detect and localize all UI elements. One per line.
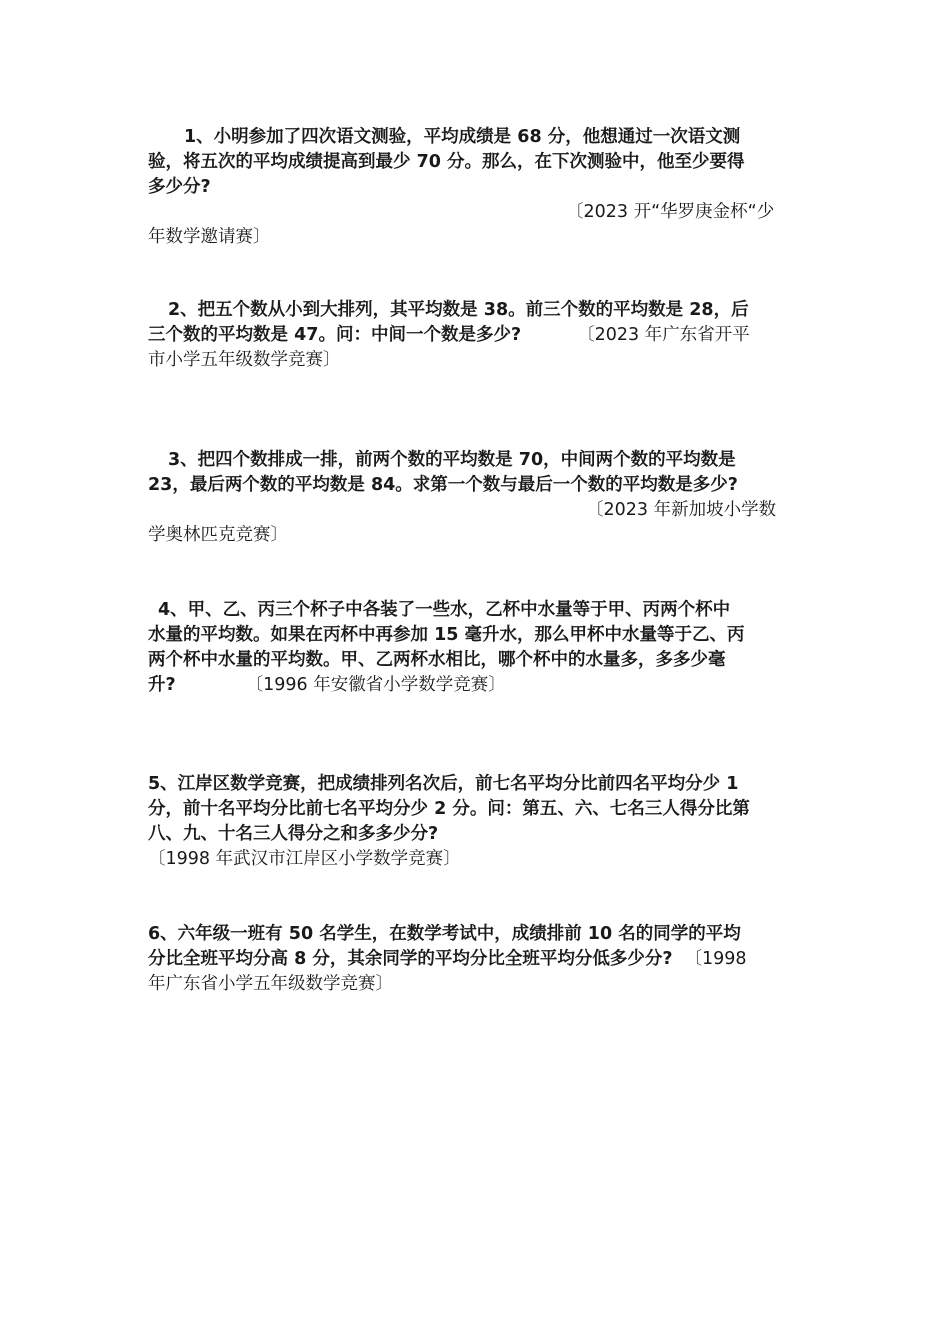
problem-6-source-2: 年广东省小学五年级数学竞赛〕 (148, 974, 393, 994)
problem-4-source-1: 〔1996 年安徽省小学数学竞赛〕 (245, 675, 506, 695)
problem-6-line-1: 6、六年级一班有 50 名学生，在数学考试中，成绩排前 10 名的同学的平均 (148, 924, 741, 944)
problem-4-line-2: 水量的平均数。如果在丙杯中再参加 15 毫升水，那么甲杯中水量等于乙、丙 (148, 625, 745, 645)
problem-4-line-4 (148, 673, 506, 698)
problem-2-source-1: 〔2023 年广东省开平 (577, 325, 750, 345)
problem-6-source-1: 〔1998 (684, 949, 747, 969)
problem-5-line-1: 5、江岸区数学竞赛，把成绩排列名次后，前七名平均分比前四名平均分少 1 (148, 774, 739, 794)
problem-4-line-3: 两个杯中水量的平均数。甲、乙两杯水相比，哪个杯中的水量多，多多少毫 (148, 650, 726, 670)
problem-1-line-2: 验，将五次的平均成绩提高到最少 70 分。那么，在下次测验中，他至少要得 (148, 152, 745, 172)
problem-2-line-2-text: 三个数的平均数是 47。问：中间一个数是多少? (148, 325, 522, 345)
problem-3-line-2: 23，最后两个数的平均数是 84。求第一个数与最后一个数的平均数是多少? (148, 475, 738, 495)
problem-2-line-1: 2、把五个数从小到大排列，其平均数是 38。前三个数的平均数是 28，后 (168, 300, 749, 320)
problem-6-line-2-text: 分比全班平均分高 8 分，其余同学的平均分比全班平均分低多少分? (148, 949, 673, 969)
problem-3-line-1: 3、把四个数排成一排，前两个数的平均数是 70，中间两个数的平均数是 (168, 450, 736, 470)
problem-3-source-2: 学奥林匹克竞赛〕 (148, 525, 288, 545)
problem-2-source-2: 市小学五年级数学竞赛〕 (148, 350, 341, 370)
problem-1-source-1: 〔2023 开“华罗庚金杯“少 (566, 202, 775, 222)
problem-2-line-2 (148, 323, 750, 348)
problem-1-line-3: 多少分? (148, 177, 211, 197)
problem-6-line-2 (148, 947, 747, 972)
problem-5-line-2: 分，前十名平均分比前七名平均分少 2 分。问：第五、六、七名三人得分比第 (148, 799, 750, 819)
problem-4-line-1: 4、甲、乙、丙三个杯子中各装了一些水，乙杯中水量等于甲、丙两个杯中 (158, 600, 731, 620)
problem-1-line-1: 1、小明参加了四次语文测验，平均成绩是 68 分，他想通过一次语文测 (184, 127, 741, 147)
problem-3-source-1: 〔2023 年新加坡小学数 (586, 500, 777, 520)
problem-4-line-4-text: 升? (148, 675, 176, 695)
problem-1-source-2: 年数学邀请赛〕 (148, 227, 271, 247)
problem-5-line-3: 八、九、十名三人得分之和多多少分? (148, 824, 439, 844)
problem-5-source-1: 〔1998 年武汉市江岸区小学数学竞赛〕 (148, 849, 461, 869)
